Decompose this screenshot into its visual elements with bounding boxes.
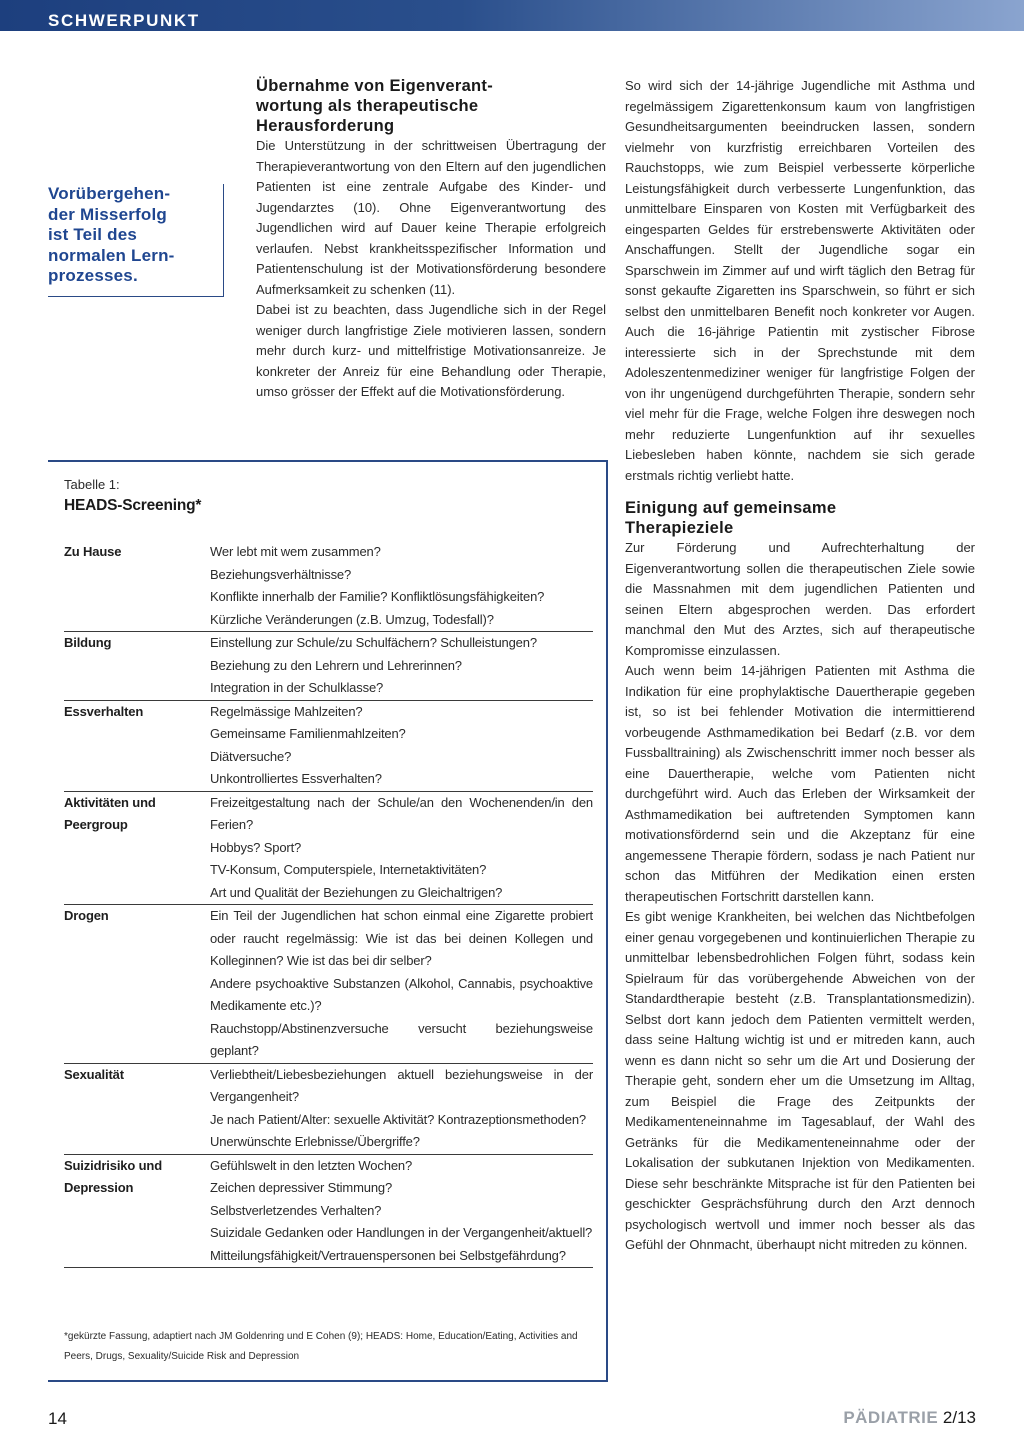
table-row-category: Zu Hause [64,544,122,559]
table-row-item: TV-Konsum, Computerspiele, Internetaktivitäten? [210,862,487,877]
table-row-item: Zeichen depressiver Stimmung? [210,1180,393,1195]
section-header-bar [0,0,1024,31]
section-heading-therapieziele: Einigung auf gemeinsame Therapieziele [625,499,837,537]
table-body [64,541,593,1268]
table-row-items [210,905,593,1063]
table-row [64,1155,593,1269]
table-footnote: *gekürzte Fassung, adaptiert nach JM Goldenring und E Cohen (9); HEADS: Home, Education/Eating, Activities and Peers, Drugs, Sexuality/Suicide Risk and Depression [64,1331,578,1362]
paragraph: Es gibt wenige Krankheiten, bei welchen das Nichtbefolgen einer genau vorgegebenen und kontinuierlichen Therapie zu unmittelbar lebensbedrohlichen Folgen führt, sodass kein Spielraum für das vorübergehende Abweichen von der Standardtherapie besteht (z.B. Transplantationsmedizin). Selbst dort kann jedoch dem Patienten vermittelt werden, dass seine Haltung wichtig ist und er mitreden kann, auch wenn es dann nicht so sehr um die Art und Dosierung der Therapie geht, sondern eher um die Umsetzung im Alltag, zum Beispiel die Frage des Zeitpunkts der Medikamenteneinnahme im Tagesablauf, der Wahl des Getränks für die Medikamenteneinnahme oder der Lokalisation der subkutanen Injektion von Medikamenten. Diese sehr beschränkte Mitsprache ist für den Patienten bei geschickter Gesprächsführung durch den Arzt dennoch psychologisch wertvoll und immer noch besser als das Gefühl der Ohnmacht, überhaupt nicht mitreden zu können. [625,909,975,1252]
table-row-items [210,632,593,700]
paragraph: Die Unterstützung in der schrittweisen Übertragung der Therapieverantwortung von den Eltern auf den jugendlichen Patienten ist eine zentrale Aufgabe des Kinder- und Jugendarztes (10). Ohne Eigenverantwortung des Jugendlichen wird auf Dauer keine Therapie erfolgreich verlaufen. Nebst krankheitsspezifischer Information und Patientenschulung ist der Motivationsförderung besondere Aufmerksamkeit zu schenken (11). [256,138,606,297]
table-row-category: Essverhalten [64,703,144,719]
table-row-item: Kürzliche Veränderungen (z.B. Umzug, Todesfall)? [210,611,494,627]
table-row-item: Diätversuche? [210,748,292,764]
table-row-item: Suizidale Gedanken oder Handlungen in der Vergangenheit/aktuell? [210,1225,593,1240]
journal-issue: 2/13 [942,1408,976,1427]
journal-name: PÄDIATRIE [843,1408,939,1427]
table-row-item: Rauchstopp/Abstinenzversuche versucht beziehungsweise geplant? [210,1020,593,1058]
section-heading-eigenverantwortung: Übernahme von Eigenverant- wortung als therapeutische Herausforderung [256,77,494,135]
table-row-item: Ein Teil der Jugendlichen hat schon einmal eine Zigarette probiert oder raucht regelmässig: Wie ist das bei deinen Kollegen und Kolleginnen? Wie ist das bei dir selber? [210,908,593,968]
table-row-item: Beziehungsverhältnisse? [210,566,352,582]
table-row-item: Gefühlswelt in den letzten Wochen? [210,1157,413,1173]
table-row-items [210,1064,593,1154]
table-row-item: Art und Qualität der Beziehungen zu Gleichaltrigen? [210,884,503,900]
table-row-item: Unerwünschte Erlebnisse/Übergriffe? [210,1134,420,1149]
table-row-items [210,541,593,631]
table-row-items [210,1155,593,1268]
table-row-item: Konflikte innerhalb der Familie? Konfliktlösungsfähigkeiten? [210,589,545,604]
table-row-category: Bildung [64,635,112,650]
table-row-category: Aktivitäten und Peergroup [64,794,156,832]
table-row-item: Integration in der Schulklasse? [210,680,384,695]
pull-quote-text: Vorübergehen- der Misserfolg ist Teil des normalen Lern- prozesses. [48,184,175,285]
paragraph: Auch wenn beim 14-jährigen Patienten mit Asthma die Indikation für eine prophylaktische Dauertherapie gegeben ist, so ist bei fehlender Motivation die intermittierend vorbeugende Asthmamedikation bei Bedarf (z.B. vor dem Fussballtraining) als Zwischenschritt immer noch besser als eine Dauertherapie, welche vom Patienten nicht durchgeführt wird. Auch das Erleben der Wirksamkeit der Asthmamedikation bei auftretenden Symptomen kann motivationsfördernd sein und die Akzeptanz für eine angemessene Therapie fördern, sodass je nach Patient nur schon das Mitführen der Medikation einen ersten therapeutischen Fortschritt darstellen kann. [625,663,975,904]
table-row-item: Andere psychoaktive Substanzen (Alkohol, Cannabis, psychoaktive Medikamente etc.)? [210,975,593,1013]
section-label: SCHWERPUNKT [48,11,200,30]
paragraph: Zur Förderung und Aufrechterhaltung der Eigenverantwortung sollen die therapeutischen Ziele sowie die Massnahmen mit dem jugendlichen Patienten und seinen Eltern abgesprochen werden. Das erfordert manchmal den Mut des Arztes, sich auf therapeutische Kompromisse einzulassen. [625,540,975,658]
table-row-category: Drogen [64,908,109,923]
pull-quote [48,184,224,297]
table-row-items [210,701,593,791]
table-row-item: Freizeitgestaltung nach der Schule/an den Wochenenden/in den Ferien? [210,794,593,832]
paragraph: So wird sich der 14-jährige Jugendliche mit Asthma und regelmässigem Zigarettenkonsum kaum von langfristigen Gesundheitsargumenten beeindrucken lassen, sondern vielmehr von kurzfristig erreichbaren Vorteilen des Rauchstopps, wie zum Beispiel verbesserte körperliche Leistungsfähigkeit durch verbesserte Lungenfunktion, das unmittelbare Einsparen von Kosten mit Verfügbarkeit des eingesparten Geldes für erstrebenswerte Aktivitäten oder Anschaffungen. Stellt der Jugendliche sogar ein Sparschwein im Zimmer auf und wirft täglich den Betrag für sonst gekaufte Zigaretten ins Sparschwein, so führt er sich selbst den unmittelbaren Benefit noch konkreter vor Augen. Auch die 16-jährige Patientin mit zystischer Fibrose interessierte sich in der Sprechstunde mit dem Adoleszentenmediziner weniger für langfristige Folgen der von ihr ungenügend durchgeführten Therapie, sondern sehr viel mehr für die Frage, welche Folgen ihre deswegen noch mehr reduzierte Lungenfunktion auf ihr sexuelles Liebesleben haben könnte, nachdem sie sich gerade erstmals richtig verliebt hatte. [625,78,975,483]
table-row-item: Mitteilungsfähigkeit/Vertrauenspersonen bei Selbstgefährdung? [210,1247,566,1263]
table-row-item: Verliebtheit/Liebesbeziehungen aktuell beziehungsweise in der Vergangenheit? [210,1066,593,1104]
table-row-item: Selbstverletzendes Verhalten? [210,1202,382,1218]
right-column [625,76,975,1256]
table-row [64,1064,593,1155]
paragraph: Dabei ist zu beachten, dass Jugendliche sich in der Regel weniger durch langfristige Ziele motivieren lassen, sondern mehr durch kurz- und mittelfristige Motivationsanreize. Je konkreter der Anreiz für eine Behandlung oder Therapie, umso grösser der Effekt auf die Motivationsförderung. [256,302,606,399]
journal-issue-label [843,1408,976,1428]
middle-column [256,76,606,403]
table-row [64,905,593,1064]
table-row [64,541,593,632]
table-row-item: Regelmässige Mahlzeiten? [210,703,363,719]
table-row-category: Suizidrisiko und Depression [64,1157,162,1195]
table-row-item: Beziehung zu den Lehrern und Lehrerinnen? [210,657,462,673]
table-row-item: Unkontrolliertes Essverhalten? [210,771,382,786]
table-caption: Tabelle 1: [64,477,120,492]
table-row [64,792,593,906]
table-row-item: Gemeinsame Familienmahlzeiten? [210,726,406,741]
table-title: HEADS-Screening* [64,497,202,514]
page-number: 14 [48,1409,67,1428]
table-row-item: Je nach Patient/Alter: sexuelle Aktivität? Kontrazeptionsmethoden? [210,1111,586,1127]
table-row-item: Hobbys? Sport? [210,839,302,855]
heads-screening-table [48,460,608,1382]
table-row-category: Sexualität [64,1066,124,1082]
table-row [64,701,593,792]
table-row-item: Wer lebt mit wem zusammen? [210,544,381,559]
table-row [64,632,593,701]
table-row-items [210,792,593,905]
table-row-item: Einstellung zur Schule/zu Schulfächern? Schulleistungen? [210,635,537,650]
